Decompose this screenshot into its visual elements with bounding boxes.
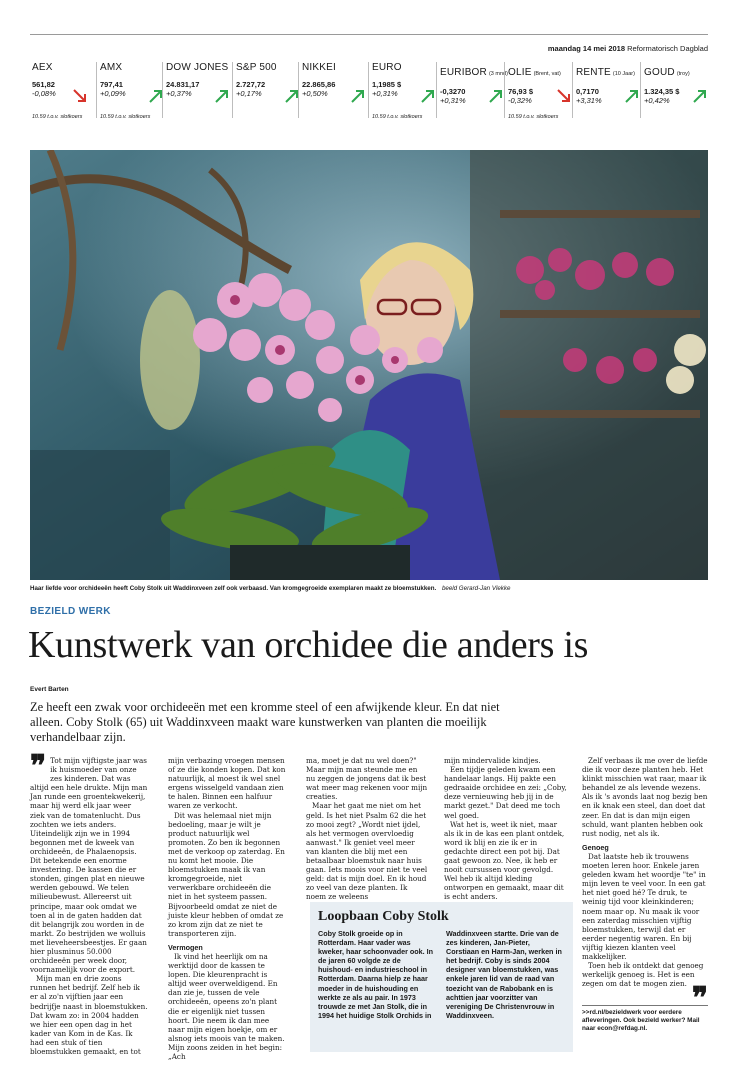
- paragraph: Dat laatste heb ik trouwens moeten leren hoor. Enkele jaren geleden kwam het woordje "te" in mijn leven te veel voor. In een gat het niet goed hé? Te druk, te weinig tijd voor kleinkinderen; noem maar op. Nu maak ik voor een zaterdag misschien vijftig bloemstukken, terwijl dat er eerder negentig waren. En bij vijftig kiezen klanten veel makkelijker.: [582, 851, 706, 961]
- market-change: +3,31%: [576, 96, 602, 105]
- market-subname: (10 Jaar): [612, 71, 635, 77]
- market-change: +0,31%: [372, 89, 398, 98]
- market-name: EURO: [372, 62, 402, 73]
- paragraph: Dit was helemaal niet mijn bedoeling, maar je wilt je product natuurlijk wel promoten. Zo ben ik begonnen met de verkoop op zaterdag. En nu komt het mooie. Die bloemstukken maak ik van kromgegroeide, niet verwerkbare orchideeën die niet in het systeem passen. Bijvoorbeeld omdat ze niet de juiste kleur hebben of omdat ze zo krom zijn dat ze niet te transporteren zijn.: [168, 810, 285, 938]
- arrow-up-icon: [420, 88, 436, 104]
- market-change: +0,31%: [440, 96, 466, 105]
- paragraph: ma, moet je dat nu wel doen?" Maar mijn man steunde me en nu zeggen de jongens dat ik best wat meer mag rekenen voor mijn creaties.: [306, 756, 428, 802]
- sidebar-text-left: Coby Stolk groeide op in Rotterdam. Haar vader was kweker, haar schoonvader ook. In de jaren 60 volgde ze de huishoud- en industrieschool in Rotterdam. Daarna hielp ze haar moeder in de huishouding en werkte ze als au pair. In 1973 trouwde ze met Jan Stolk, die in 1994 het huidige Stolk Orchids in: [318, 929, 434, 1020]
- arrow-up-icon: [350, 88, 366, 104]
- market-name: NIKKEI: [302, 62, 336, 73]
- market-note: 10.59 t.o.v. slotkoers: [100, 114, 151, 120]
- market-subname: (3 mnd): [488, 71, 508, 77]
- market-note: 10.59 t.o.v. slotkoers: [372, 114, 423, 120]
- market-euribor: [438, 62, 508, 118]
- market-value: 1,1985 $: [372, 80, 402, 89]
- market-name: RENTE: [576, 67, 611, 78]
- market-value: 797,41: [100, 80, 123, 89]
- section-kicker: BEZIELD WERK: [30, 606, 111, 617]
- market-value: 2.727,72: [236, 80, 266, 89]
- market-nikkei: [300, 62, 336, 118]
- arrow-down-icon: [556, 88, 572, 104]
- subheading-genoeg: Genoeg: [582, 842, 609, 852]
- byline: Evert Barten: [30, 686, 69, 693]
- market-name: AMX: [100, 62, 123, 73]
- photo-caption: [30, 585, 708, 592]
- market-name: S&P 500: [236, 62, 277, 73]
- photo-illustration: [30, 150, 708, 580]
- market-change: +0,17%: [236, 89, 262, 98]
- sidebar-text-right: Waddinxveen startte. Drie van de zes kinderen, Jan-Pieter, Corstiaan en Harm-Jan, werken in het bedrijf. Coby is sinds 2004 designer van bloemstukken, was enkele jaren lid van de raad van toezicht van de Rabobank en is achttien jaar voorzitter van vereniging De Christenvrouw in Waddinxveen.: [446, 929, 562, 1020]
- sidebar-title: Loopbaan Coby Stolk: [318, 909, 449, 924]
- market-value: 1.324,35 $: [644, 87, 680, 96]
- market-change: -0,08%: [32, 89, 56, 98]
- market-value: 22.865,86: [302, 80, 336, 89]
- quote-close-icon: ❞: [691, 982, 708, 1016]
- market-name: DOW JONES: [166, 62, 229, 73]
- article-column-4: [444, 756, 568, 902]
- paragraph: Tot mijn vijftigste jaar was ik huismoeder van onze zes kinderen. Dat was altijd een hele drukte. Mijn man Jan runde een groentekwekerij, maar hij werd elk jaar weer ziek van de tomatenlucht. Dus zochten we iets anders. Uiteindelijk zijn we in 1994 begonnen met de kweek van orchideeën, de Phalaenopsis. Dit betekende een enorme investering. De kassen die er stonden, gingen plat en nieuwe werden gebouwd. We telen milieubewust. Allereerst uit principe, maar ook omdat we toen al in de gaten hadden dat dit belangrijk zou worden in de markt. Zo bestrijden we wolluis met lieveheersbeestjes. Er gaan hier plusminus 50.000 orchideeën per week door, voornamelijk voor de export.: [30, 756, 148, 975]
- arrow-up-icon: [692, 88, 708, 104]
- market-divider: [572, 62, 573, 118]
- market-note: 10.59 t.o.v. slotkoers: [32, 114, 83, 120]
- market-subname: (Brent, vat): [533, 71, 561, 77]
- article-column-2: [168, 756, 286, 1061]
- market-name: EURIBOR: [440, 67, 487, 78]
- market-goud: [642, 62, 690, 118]
- market-change: +0,37%: [166, 89, 192, 98]
- career-sidebar: [310, 902, 573, 1052]
- market-change: +0,09%: [100, 89, 126, 98]
- dateline: [548, 44, 708, 53]
- market-value: -0,3270: [440, 87, 466, 96]
- market-divider: [96, 62, 97, 118]
- market-dow-jones: [164, 62, 228, 118]
- paragraph: mijn mindervalide kindjes.: [444, 756, 541, 765]
- market-change: -0,32%: [508, 96, 532, 105]
- market-divider: [504, 62, 505, 118]
- market-amx: [98, 62, 151, 120]
- paragraph: Maar het gaat me niet om het geld. Is het niet Psalm 62 die het zo mooi zegt? „Wordt niet ijdel, als het vermogen overvloedig aanwast." Ik geniet veel meer van klanten die blij met een betaalbaar bloemstuk naar huis gaan. Iets moois voor niet te veel geld: dat is mijn doel. En ik houd zo veel van deze planten. Ik noem ze weleens: [306, 801, 428, 902]
- market-euro: [370, 62, 423, 120]
- more-articles-note[interactable]: >>rd.nl/bezieldwerk voor eerdere afleveringen. Ook bezield werker? Mail naar econ@refdag.nl.: [582, 1005, 708, 1033]
- caption-text: Haar liefde voor orchideeën heeft Coby Stolk uit Waddinxveen zelf ook verbaasd. Van kromgegroeide exemplaren maakt ze bloemstukken.: [30, 585, 437, 592]
- arrow-down-icon: [72, 88, 88, 104]
- article-intro: Ze heeft een zwak voor orchideeën met een kromme steel of een afwijkende kleur. En dat niet alleen. Coby Stolk (65) uit Waddinxveen maakt ware kunstwerken van planten die moeilijk verhandelbaar zijn.: [30, 700, 500, 744]
- market-change: +0,50%: [302, 89, 328, 98]
- market-value: 76,93 $: [508, 87, 534, 96]
- market-note: 10.59 t.o.v. slotkoers: [508, 114, 559, 120]
- paragraph: Wat het is, weet ik niet, maar als ik in de kas een plant ontdek, word ik blij en zie ik er in gedachte direct een pot bij. Dat gaat gewoon zo. Nee, ik heb er nooit cursussen voor gevolgd. Wel heb ik altijd kleding ontworpen en gemaakt, maar dit is echt anders.: [444, 819, 565, 902]
- paragraph: Zelf verbaas ik me over de liefde die ik voor deze planten heb. Het klinkt misschien wat raar, maar ik behandel ze als levende wezens. Als ik 's avonds laat nog bezig ben en ik knak een steel, dan doet dat zeer. En dat is dan mijn eigen schuld, want planten hebben ook rust nodig, net als ik.: [582, 756, 708, 838]
- subheading-vermogen: Vermogen: [168, 942, 203, 952]
- market-divider: [436, 62, 437, 118]
- arrow-up-icon: [488, 88, 504, 104]
- article-headline: Kunstwerk van orchidee die anders is: [28, 624, 589, 666]
- market-olie: [506, 62, 561, 118]
- market-divider: [298, 62, 299, 118]
- paragraph: Toen heb ik ontdekt dat genoeg werkelijk genoeg is. Het is een zegen om dat te mogen zien.: [582, 961, 704, 989]
- market-value: 561,82: [32, 80, 55, 89]
- issue-date: maandag 14 mei 2018: [547, 44, 626, 53]
- article-column-5: [582, 756, 708, 1016]
- market-divider: [368, 62, 369, 118]
- article-column-3: [306, 756, 428, 902]
- paragraph: Mijn man en drie zoons runnen het bedrijf. Zelf heb ik er al zo'n vijftien jaar een bedrijfje naast in bloemstukken. Dat kwam zo: in 2004 hadden we hier een open dag in het kader van Kom in de Kas. Ik had een stuk of tien bloemstukken gemaakt, en tot: [30, 974, 148, 1056]
- market-divider: [640, 62, 641, 118]
- article-column-1: [30, 750, 148, 1056]
- paragraph: mijn verbazing vroegen mensen of ze die konden kopen. Dat kon natuurlijk, al moest ik wel snel ergens wisselgeld vandaan zien te halen. Binnen een halfuur waren ze verkocht.: [168, 756, 286, 811]
- market-subname: (troy): [676, 71, 690, 77]
- market-rente: [574, 62, 635, 118]
- market-value: 0,7170: [576, 87, 599, 96]
- arrow-up-icon: [214, 88, 230, 104]
- market-value: 24.831,17: [166, 80, 200, 89]
- market-name: OLIE: [508, 67, 532, 78]
- market-name: GOUD: [644, 67, 675, 78]
- market-change: +0,42%: [644, 96, 670, 105]
- market-ticker: [30, 62, 708, 118]
- market-name: AEX: [32, 62, 53, 73]
- paper-name: Reformatorisch Dagblad: [627, 44, 708, 53]
- market-aex: [30, 62, 83, 120]
- market-divider: [162, 62, 163, 118]
- arrow-up-icon: [624, 88, 640, 104]
- market-divider: [232, 62, 233, 118]
- orchid-photo: [30, 150, 708, 580]
- quote-open-icon: ❞: [30, 750, 47, 783]
- header-rule: [30, 34, 708, 35]
- photo-credit: beeld Gerard-Jan Vlekke: [441, 585, 511, 592]
- paragraph: Een tijdje geleden kwam een handelaar langs. Hij pakte een gedraaide orchidee en zei: „Coby, deze vernieuwing heb jij in de markt gezet." Dat deed me toch wel goed.: [444, 765, 567, 820]
- paragraph: Ik vind het heerlijk om na werktijd door de kassen te lopen. Die kleurenpracht is altijd weer overweldigend. En dan zie je, tussen de vele orchideeën, opeens zo'n plant die er eigenlijk niet tussen hoort. Die neem ik dan mee naar mijn eigen hoekje, om er alsnog iets moois van te maken. Mijn zoons zeiden in het begin: „Ach: [168, 951, 285, 1061]
- market-s-p-500: [234, 62, 277, 118]
